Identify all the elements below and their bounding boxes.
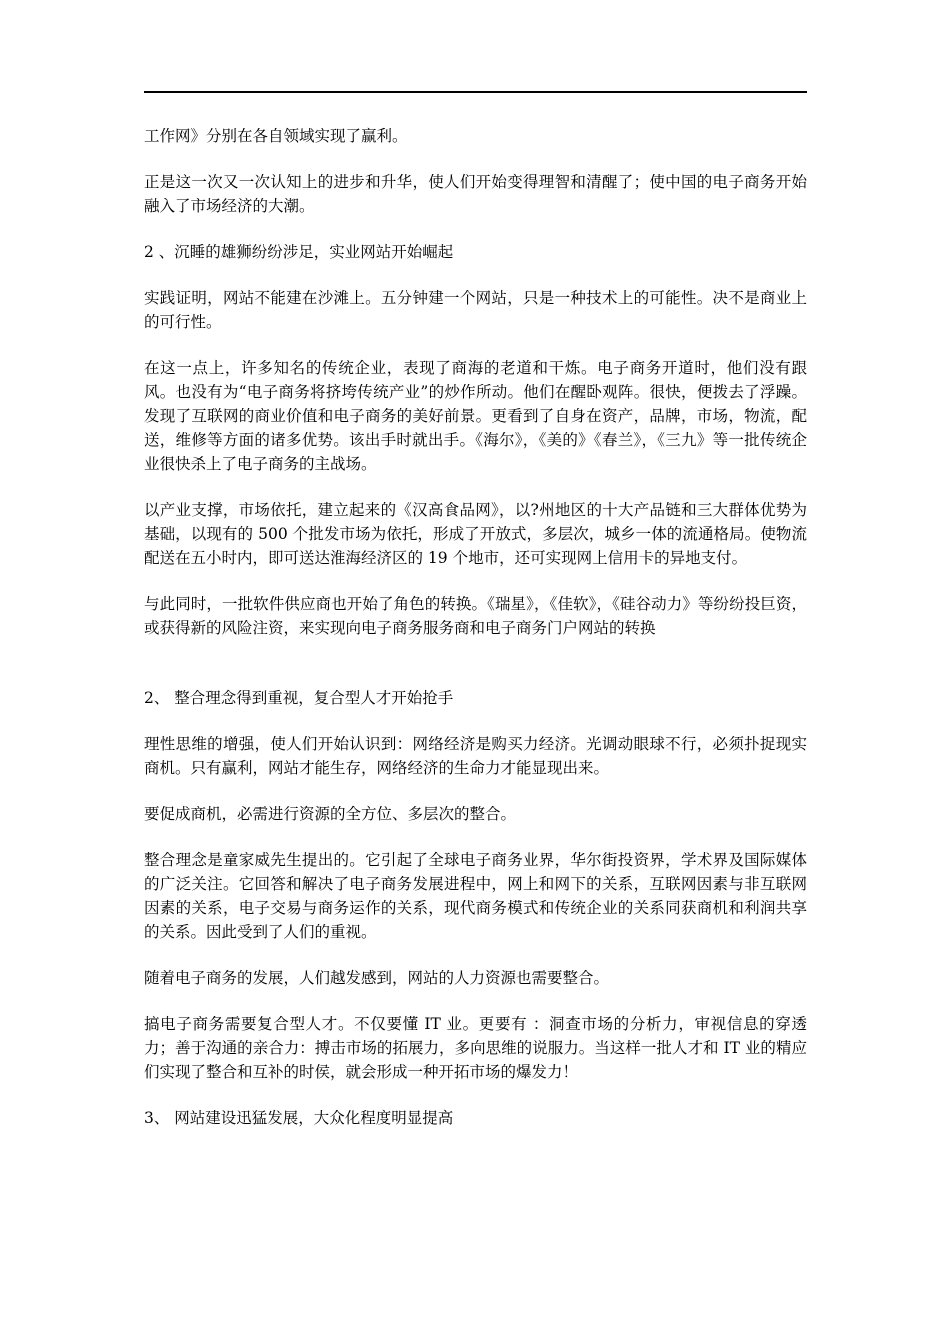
paragraph-traditional-enterprises: 在这一点上，许多知名的传统企业，表现了商海的老道和干炼。电子商务开道时，他们没有跟风。也没有为“电子商务将挤垮传统产业”的炒作所动。他们在醒卧观阵。很快，便拨去了浮躁。发现了互联网的商业价值和电子商务的美好前景。更看到了自身在资产，品牌，市场，物流，配送，维修等方面的诸多优势。该出手时就出手。《海尔》，《美的》《春兰》，《三九》等一批传统企业很快杀上了电子商务的主战场。 — [144, 359, 807, 473]
blank-line — [144, 662, 807, 686]
header-rule — [144, 91, 807, 93]
section-heading-website-growth: 3、 网站建设迅猛发展，大众化程度明显提高 — [144, 1109, 454, 1127]
document-body — [144, 124, 807, 1152]
paragraph-practice-proves: 实践证明，网站不能建在沙滩上。五分钟建一个网站，只是一种技术上的可能性。决不是商业上的可行性。 — [144, 289, 807, 331]
paragraph-human-resources: 随着电子商务的发展，人们越发感到，网站的人力资源也需要整合。 — [144, 969, 610, 987]
paragraph-awakening: 正是这一次又一次认知上的进步和升华，使人们开始变得理智和清醒了；使中国的电子商务开始融入了市场经济的大潮。 — [144, 173, 807, 215]
section-heading-integration: 2、 整合理念得到重视，复合型人才开始抢手 — [144, 689, 454, 707]
paragraph-composite-talent: 搞电子商务需要复合型人才。不仅要懂 IT 业。更要有 ：洞查市场的分析力，审视信息的穿透力；善于沟通的亲合力：搏击市场的拓展力，多向思维的说服力。当这样一批人才和 IT 业的精应们实现了整合和互补的时侯，就会形成一种开拓市场的爆发力！ — [144, 1015, 807, 1081]
paragraph-rational-thinking: 理性思维的增强，使人们开始认识到：网络经济是购买力经济。光调动眼球不行，必须扑捉现实商机。只有赢利，网站才能生存，网络经济的生命力才能显现出来。 — [144, 735, 807, 777]
paragraph-hangao-food-net: 以产业支撑，市场依托，建立起来的《汉高食品网》，以?州地区的十大产品链和三大群体优势为基础，以现有的 500 个批发市场为依托，形成了开放式，多层次，城乡一体的流通格局。使物流配送在五小时内，即可送达淮海经济区的 19 个地市，还可实现网上信用卡的异地支付。 — [144, 501, 807, 567]
paragraph-integration-concept: 整合理念是童家威先生提出的。它引起了全球电子商务业界，华尔街投资界，学术界及国际媒体的广泛关注。它回答和解决了电子商务发展进程中，网上和网下的关系，互联网因素与非互联网因素的关系，电子交易与商务运作的关系，现代商务模式和传统企业的关系同获商机和利润共享的关系。因此受到了人们的重视。 — [144, 851, 807, 941]
paragraph-software-vendors: 与此同时，一批软件供应商也开始了角色的转换。《瑞星》，《佳软》，《硅谷动力》等纷纷投巨资，或获得新的风险注资，来实现向电子商务服务商和电子商务门户网站的转换 — [144, 595, 807, 637]
paragraph-intro-end: 工作网》分别在各自领域实现了赢利。 — [144, 127, 408, 145]
paragraph-resource-integration: 要促成商机，必需进行资源的全方位、多层次的整合。 — [144, 805, 517, 823]
section-heading-industrial-sites: 2 、沉睡的雄狮纷纷涉足，实业网站开始崛起 — [144, 243, 454, 261]
